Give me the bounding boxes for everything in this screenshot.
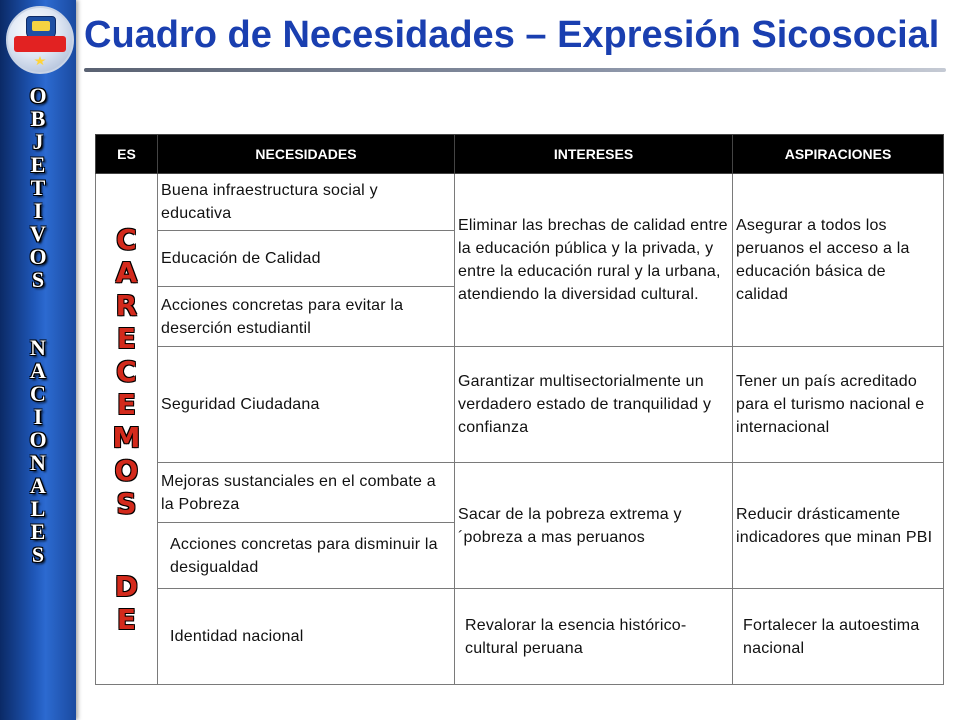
sidebar-letter: B bbox=[30, 106, 46, 131]
sidebar-letter: A bbox=[30, 473, 46, 498]
sidebar-vertical-text bbox=[0, 84, 76, 566]
table-header-row bbox=[96, 135, 944, 174]
sidebar-letter: N bbox=[30, 450, 46, 475]
sidebar-letter: J bbox=[32, 129, 44, 154]
sidebar-letter: E bbox=[30, 519, 46, 544]
needs-table bbox=[95, 134, 944, 685]
star-icon bbox=[34, 56, 46, 66]
sidebar-letter: N bbox=[30, 335, 46, 360]
es-letter: E bbox=[116, 387, 137, 421]
es-vertical-cell bbox=[96, 174, 158, 685]
sidebar-letter: V bbox=[30, 221, 46, 246]
es-letter: M bbox=[112, 420, 141, 454]
necesidad-cell: Identidad nacional bbox=[158, 589, 455, 685]
interes-cell: Revalorar la esencia histórico-cultural peruana bbox=[455, 589, 733, 685]
school-logo bbox=[6, 6, 74, 74]
aspiracion-cell: Asegurar a todos los peruanos el acceso a la educación básica de calidad bbox=[733, 174, 944, 347]
aspiracion-cell: Tener un país acreditado para el turismo nacional e internacional bbox=[733, 347, 944, 463]
title-underline bbox=[84, 68, 946, 72]
sidebar-letter: S bbox=[31, 542, 45, 567]
sidebar-letter: T bbox=[30, 175, 46, 200]
sidebar-letter: I bbox=[33, 198, 43, 223]
table-row bbox=[96, 589, 944, 685]
sidebar-letter: S bbox=[31, 267, 45, 292]
necesidad-cell: Educación de Calidad bbox=[158, 231, 455, 287]
es-letter: A bbox=[115, 255, 138, 289]
aspiracion-cell: Reducir drásticamente indicadores que minan PBI bbox=[733, 463, 944, 589]
header-necesidades: NECESIDADES bbox=[158, 135, 455, 174]
table-row bbox=[96, 174, 944, 231]
necesidad-cell: Acciones concretas para evitar la deserción estudiantil bbox=[158, 287, 455, 347]
sidebar-letter: C bbox=[30, 381, 46, 406]
sidebar-letter: I bbox=[33, 404, 43, 429]
necesidad-cell: Acciones concretas para disminuir la desigualdad bbox=[158, 523, 455, 589]
es-letter: E bbox=[116, 321, 137, 355]
es-letter: C bbox=[116, 222, 137, 256]
es-letter: C bbox=[116, 354, 137, 388]
interes-cell: Eliminar las brechas de calidad entre la educación pública y la privada, y entre la educación rural y la urbana, atendiendo la diversidad cultural. bbox=[455, 174, 733, 347]
sidebar-letter: O bbox=[29, 244, 47, 269]
sidebar-letter: O bbox=[29, 427, 47, 452]
page-title: Cuadro de Necesidades – Expresión Sicosocial bbox=[84, 14, 940, 56]
aspiracion-cell: Fortalecer la autoestima nacional bbox=[733, 589, 944, 685]
sidebar-letter: E bbox=[30, 152, 46, 177]
necesidad-cell: Buena infraestructura social y educativa bbox=[158, 174, 455, 231]
es-letter: O bbox=[114, 453, 139, 487]
es-letter: E bbox=[116, 602, 137, 636]
necesidad-cell: Mejoras sustanciales en el combate a la Pobreza bbox=[158, 463, 455, 523]
interes-cell: Garantizar multisectorialmente un verdadero estado de tranquilidad y confianza bbox=[455, 347, 733, 463]
table-row bbox=[96, 463, 944, 523]
es-vertical-text bbox=[96, 223, 157, 636]
sidebar-letter: A bbox=[30, 358, 46, 383]
es-letter: D bbox=[114, 569, 139, 603]
es-letter-gap bbox=[96, 520, 157, 570]
es-letter: S bbox=[116, 486, 137, 520]
sidebar-letter: L bbox=[30, 496, 46, 521]
sidebar-letter: O bbox=[29, 83, 47, 108]
necesidad-cell: Seguridad Ciudadana bbox=[158, 347, 455, 463]
sidebar-banner bbox=[0, 0, 76, 720]
interes-cell: Sacar de la pobreza extrema y ´pobreza a mas peruanos bbox=[455, 463, 733, 589]
sidebar-letter-gap bbox=[0, 291, 76, 336]
header-aspiraciones: ASPIRACIONES bbox=[733, 135, 944, 174]
table-row bbox=[96, 347, 944, 463]
header-intereses: INTERESES bbox=[455, 135, 733, 174]
ribbon-icon bbox=[14, 36, 66, 52]
header-es: ES bbox=[96, 135, 158, 174]
es-letter: R bbox=[115, 288, 138, 322]
